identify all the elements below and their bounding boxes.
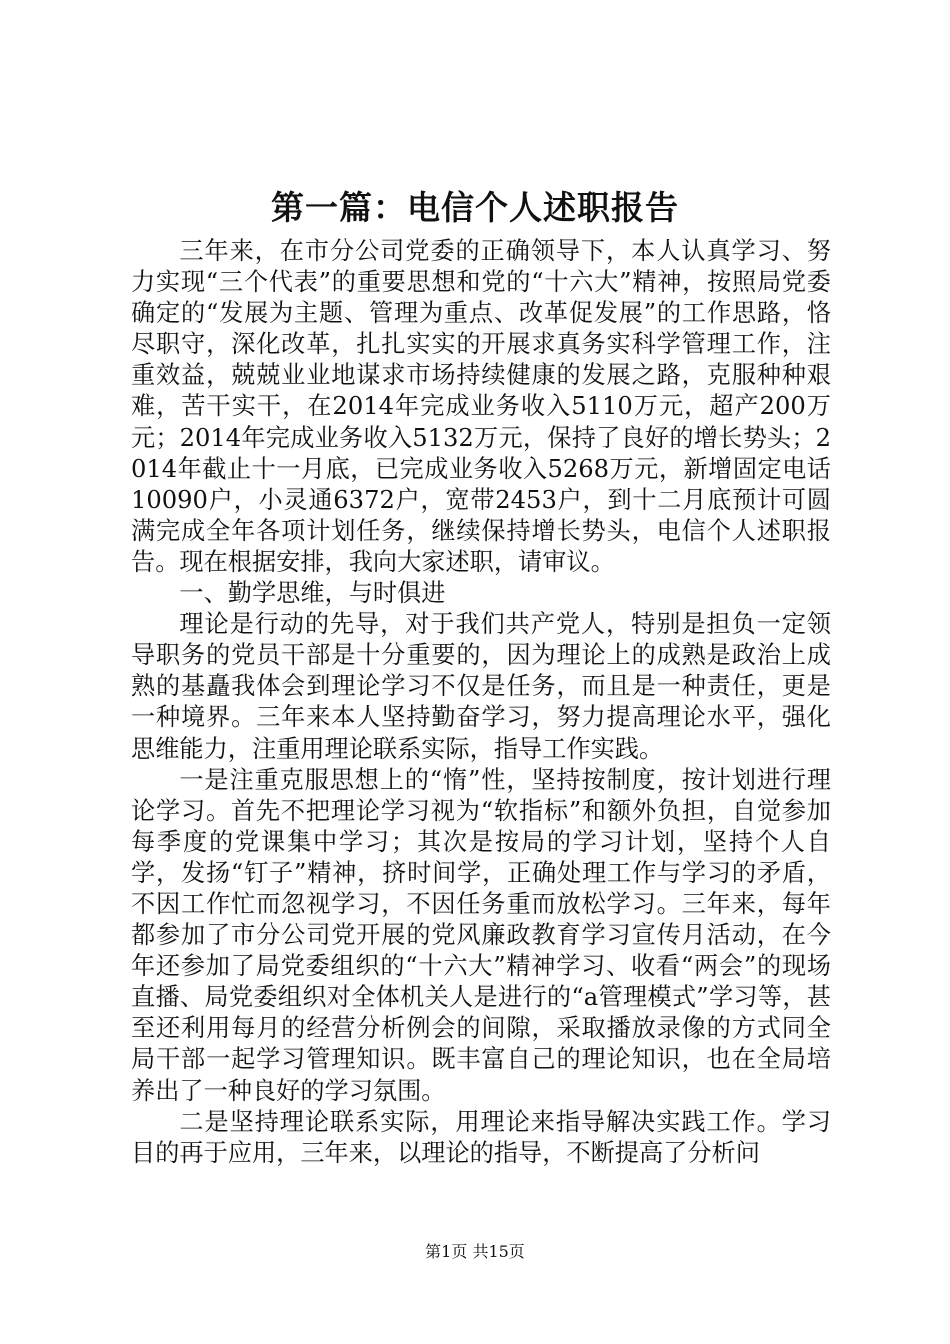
paragraph-theory: 理论是行动的先导，对于我们共产党人，特别是担负一定领导职务的党员干部是十分重要的，因为理论上的成熟是政治上成熟的基矗我体会到理论学习不仅是任务，而且是一种责任，更是一种境界。三年来本人坚持勤奋学习，努力提高理论水平，强化思维能力，注重用理论联系实际，指导工作实践。 bbox=[131, 610, 831, 763]
document-title: 第一篇：电信个人述职报告 bbox=[271, 188, 679, 227]
paragraph-intro: 三年来，在市分公司党委的正确领导下，本人认真学习、努力实现“三个代表”的重要思想和党的“十六大”精神，按照局党委确定的“发展为主题、管理为重点、改革促发展”的工作思路，恪尽职守，深化改革，扎扎实实的开展求真务实科学管理工作，注重效益，兢兢业业地谋求市场持续健康的发展之路，克服种种艰难，苦干实干，在2014年完成业务收入5110万元，超产200万元；2014年完成业务收入5132万元，保持了良好的增长势头；2014年截止十一月底，已完成业务收入5268万元，新增固定电话10090户，小灵通6372户，宽带2453户，到十二月底预计可圆满完成全年各项计划任务，继续保持增长势头，电信个人述职报告。现在根据安排，我向大家述职，请审议。 bbox=[131, 237, 831, 576]
paragraph-point-one: 一是注重克服思想上的“惰”性，坚持按制度，按计划进行理论学习。首先不把理论学习视为“软指标”和额外负担，自觉参加每季度的党课集中学习；其次是按局的学习计划，坚持个人自学，发扬“钉子”精神，挤时间学，正确处理工作与学习的矛盾，不因工作忙而忽视学习，不因任务重而放松学习。三年来，每年都参加了市分公司党开展的党风廉政教育学习宣传月活动，在今年还参加了局党委组织的“十六大”精神学习、收看“两会”的现场直播、局党委组织对全体机关人是进行的“a管理模式”学习等，甚至还利用每月的经营分析例会的间隙，采取播放录像的方式同全局干部一起学习管理知识。既丰富自己的理论知识，也在全局培养出了一种良好的学习氛围。 bbox=[131, 765, 831, 1105]
page-number: 第1页 共15页 bbox=[425, 1242, 525, 1261]
section-heading: 一、勤学思维，与时俱进 bbox=[179, 579, 446, 608]
paragraph-point-two: 二是坚持理论联系实际，用理论来指导解决实践工作。学习目的再于应用，三年来，以理论的指导，不断提高了分析问 bbox=[131, 1107, 831, 1167]
document-body bbox=[131, 236, 831, 1169]
